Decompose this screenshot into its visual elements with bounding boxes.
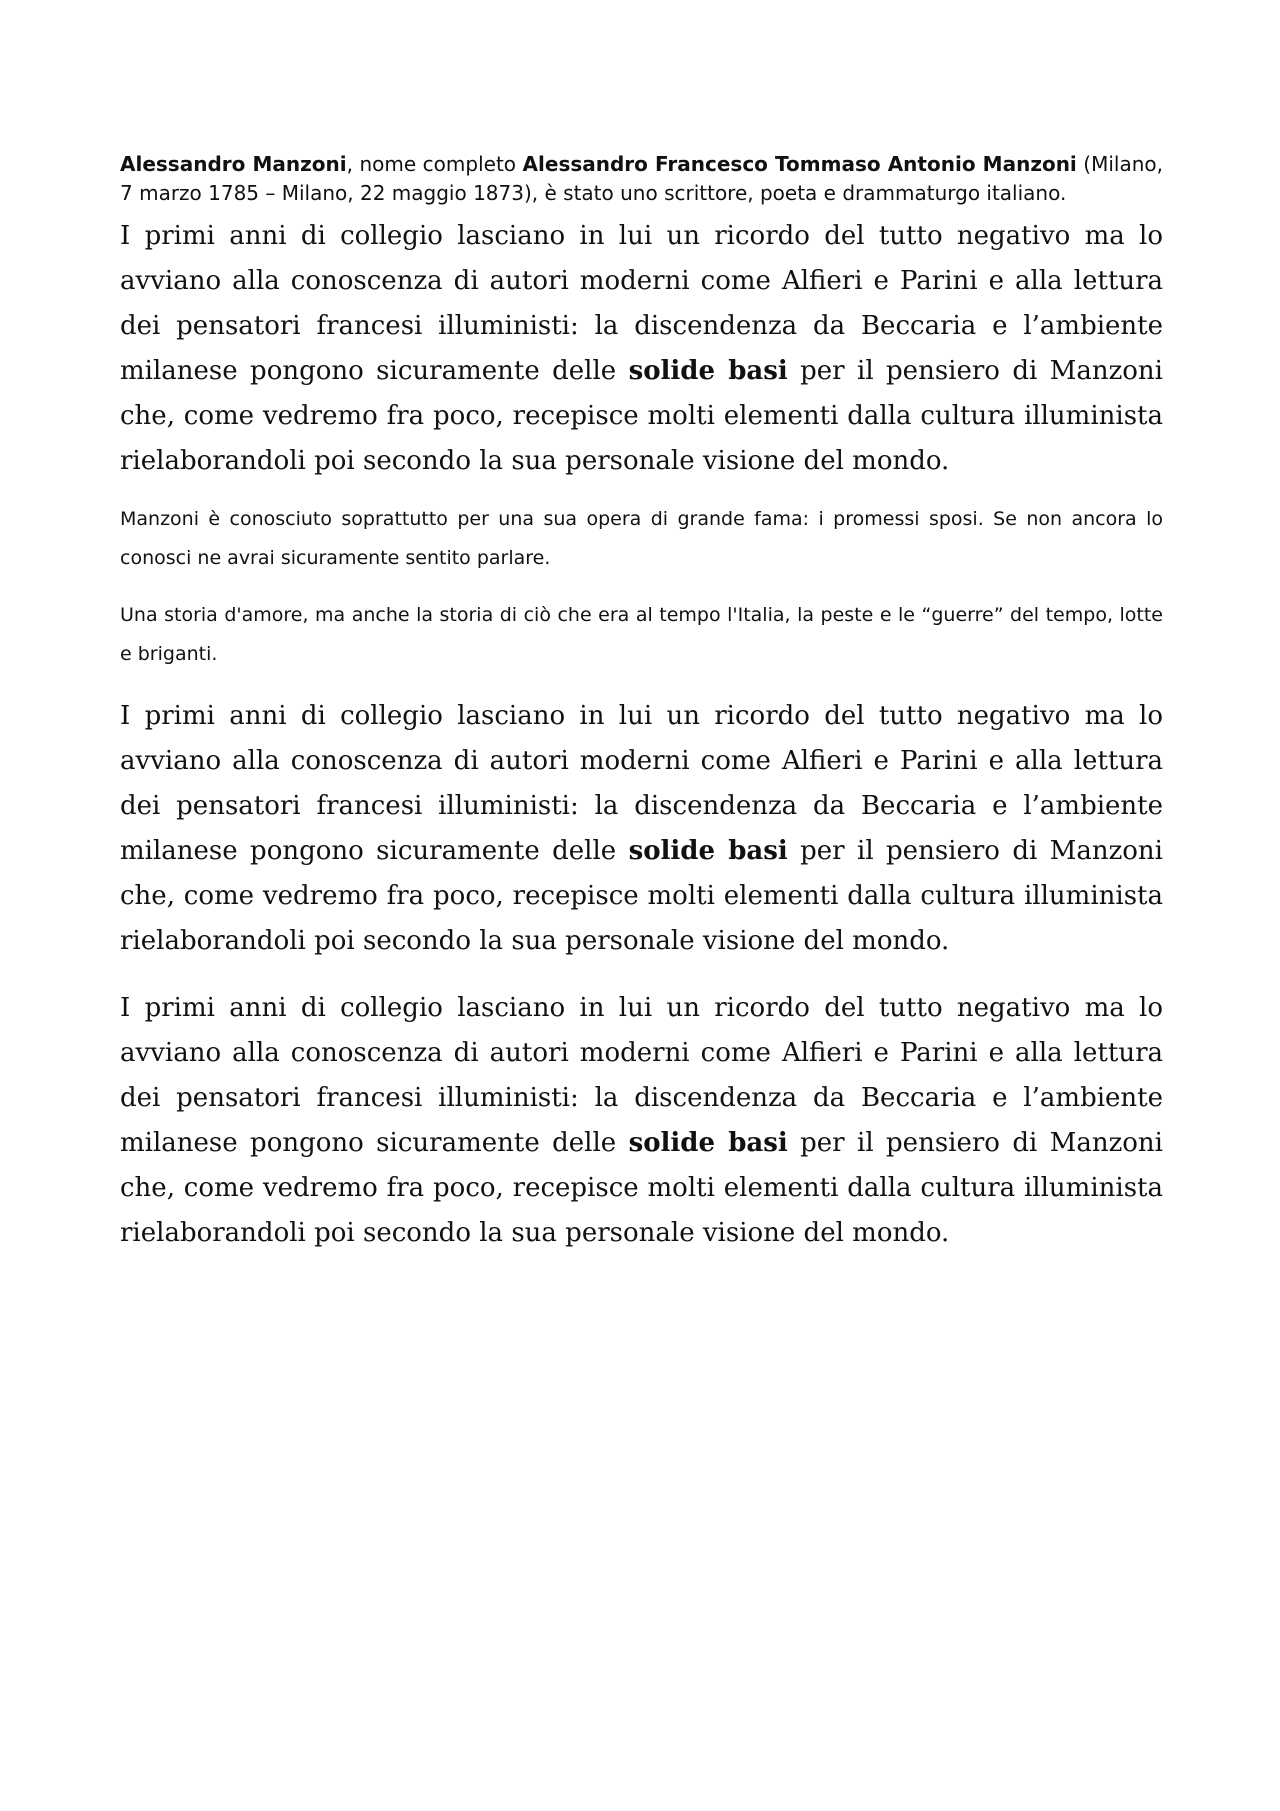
collegio-bold: solide basi [628,1128,788,1158]
collegio-text-before: I primi anni di collegio lasciano in lui un ricordo del tutto negativo ma lo avviano alla conoscenza di autori moderni come Alfieri e Parini e alla lettura dei pensatori francesi illuministi: la discendenza da Beccaria e l’ambiente milanese pongono sicuramente delle [120,993,1163,1158]
collegio-bold: solide basi [628,836,788,866]
collegio-bold: solide basi [628,356,788,386]
collegio-text-after: per il pensiero di Manzoni che, come vedremo fra poco, recepisce molti elementi dalla cultura illuminista rielaborandoli poi secondo la sua personale visione del mondo. [120,356,1163,476]
collegio-text-before: I primi anni di collegio lasciano in lui un ricordo del tutto negativo ma lo avviano alla conoscenza di autori moderni come Alfieri e Parini e alla lettura dei pensatori francesi illuministi: la discendenza da Beccaria e l’ambiente milanese pongono sicuramente delle [120,221,1163,386]
collegio-text-after: per il pensiero di Manzoni che, come vedremo fra poco, recepisce molti elementi dalla cultura illuminista rielaborandoli poi secondo la sua personale visione del mondo. [120,1128,1163,1248]
document-page [120,150,1163,1256]
fame-paragraph: Manzoni è conosciuto soprattutto per una sua opera di grande fama: i promessi sposi. Se non ancora lo conosci ne avrai sicuramente sentito parlare. [120,508,1163,569]
intro-text-b: (Milano, 7 marzo 1785 – Milano, 22 maggio 1873), è stato uno scrittore, poeta e drammaturgo italiano. [120,152,1164,205]
author-name: Alessandro Manzoni [120,152,347,176]
intro-text-a: , nome completo [346,152,523,176]
collegio-paragraph-3 [120,986,1163,1256]
collegio-text-before: I primi anni di collegio lasciano in lui un ricordo del tutto negativo ma lo avviano alla conoscenza di autori moderni come Alfieri e Parini e alla lettura dei pensatori francesi illuministi: la discendenza da Beccaria e l’ambiente milanese pongono sicuramente delle [120,701,1163,866]
author-full-name: Alessandro Francesco Tommaso Antonio Manzoni [522,152,1077,176]
story-paragraph: Una storia d'amore, ma anche la storia di ciò che era al tempo l'Italia, la peste e le “guerre” del tempo, lotte e briganti. [120,604,1163,665]
collegio-paragraph-2 [120,694,1163,964]
collegio-text-after: per il pensiero di Manzoni che, come vedremo fra poco, recepisce molti elementi dalla cultura illuminista rielaborandoli poi secondo la sua personale visione del mondo. [120,836,1163,956]
collegio-paragraph-1 [120,214,1163,484]
intro-paragraph [120,150,1163,208]
